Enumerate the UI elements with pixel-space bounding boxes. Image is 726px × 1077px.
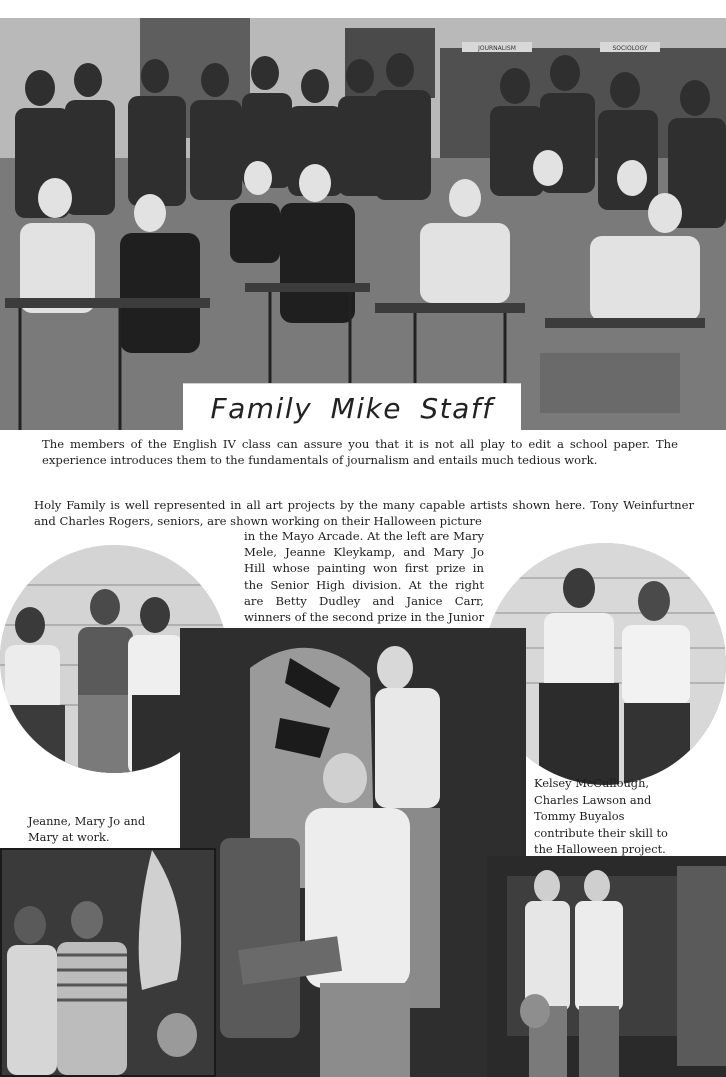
caption-right: Kelsey McCullough, Charles Lawson and Tommy Buyalos contribute their skill to the Halloween project. [534, 776, 668, 856]
art-paragraph-lead: Holy Family is well represented in all art projects by the many capable artists shown here. Tony Weinfurtner and Charles Rogers, seniors, are shown working on their Halloween picture [34, 498, 694, 528]
halloween-painting-photo [180, 628, 526, 1077]
art-paragraph-continued: in the Mayo Arcade. At the left are Mary Mele, Jeanne Kleykamp, and Mary Jo Hill whose painting won first prize in the Senior High division. At the right are Betty Dudley and Janice Carr, winners of the second prize in the Junior [244, 529, 484, 625]
class-photo-illustration [0, 18, 726, 430]
sign-journalism: JOURNALISM [478, 45, 516, 52]
caption-left: Jeanne, Mary Jo and Mary at work. [28, 814, 146, 844]
title-banner [183, 383, 521, 432]
page-title: Family Mike Staff [210, 391, 494, 425]
painting-at-work-photo [0, 848, 216, 1077]
intro-paragraph: The members of the English IV class can assure you that it is not all play to edit a school paper. The experience introduces them to the fundamentals of journalism and entails much tedious work. [42, 437, 678, 467]
sign-sociology: SOCIOLOGY [612, 45, 648, 52]
arcade-window-photo [487, 856, 726, 1077]
class-group-photo [0, 18, 726, 430]
center-photo-illustration [180, 628, 526, 1077]
bottom-right-illustration [487, 856, 726, 1077]
bottom-left-illustration [2, 850, 214, 1075]
